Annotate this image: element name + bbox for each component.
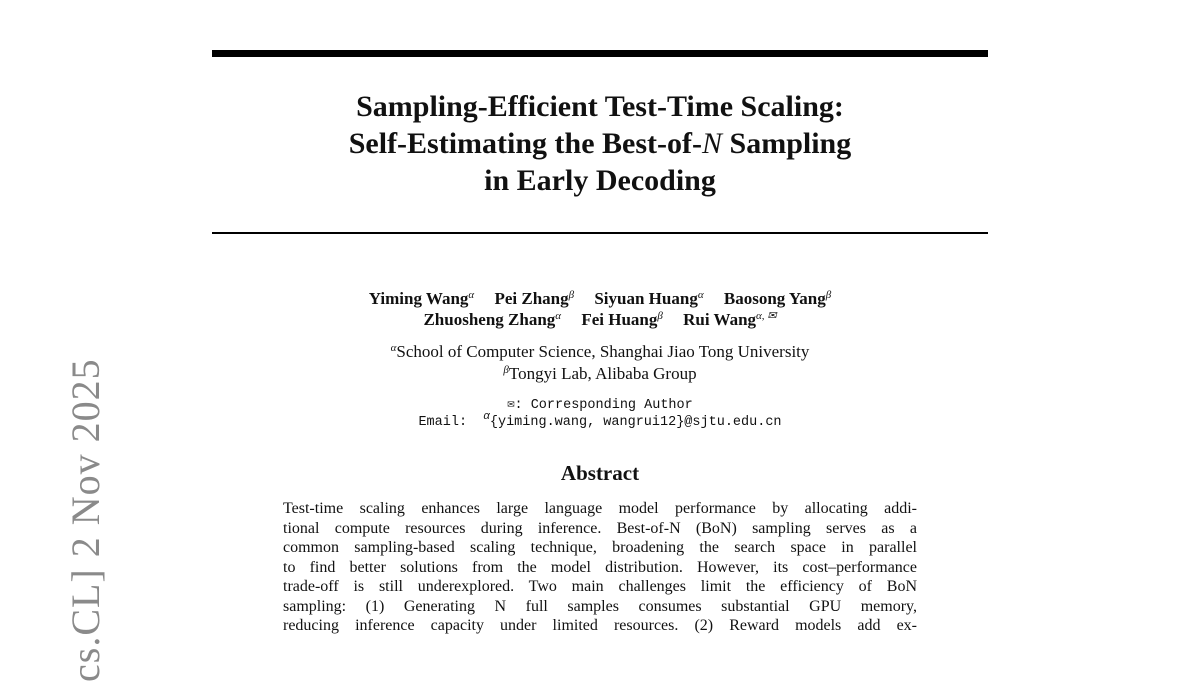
abstract-heading: Abstract [560, 461, 640, 485]
title-line-2 [212, 125, 988, 162]
paper-title [212, 88, 988, 199]
title-line-2-pre: Self-Estimating the Best-of- [348, 127, 703, 160]
title-line-3: in Early Decoding [484, 164, 716, 197]
email-label: Email: [418, 415, 484, 430]
author: Rui Wang$^{\alpha, ✉}$ [683, 310, 777, 329]
title-variable-n: N [702, 127, 723, 160]
author-row-1 [212, 288, 988, 309]
email-address: {yiming.wang, wangrui12}@sjtu.edu.cn [489, 415, 782, 430]
abstract-line: tional compute resources during inference. Best-of-N (BoN) sampling serves as a [283, 519, 917, 537]
author-row-2 [212, 309, 988, 330]
author: Zhuosheng Zhang$^\alpha$ [423, 310, 562, 329]
affiliations [212, 341, 988, 385]
abstract-line: common sampling-based scaling technique, broadening the search space in parallel [283, 539, 917, 556]
abstract-body [283, 499, 917, 636]
title-line-1: Sampling-Efficient Test-Time Scaling: [356, 90, 844, 123]
author: Baosong Yang$^\beta$ [723, 289, 832, 308]
email-line: Email: $^\alpha${yiming.wang, wangrui12}@sjtu.edu.cn [418, 411, 782, 430]
abstract-line: to find better solutions from the model distribution. However, its cost–performance [283, 558, 917, 576]
envelope-icon: ✉ [507, 397, 515, 411]
author: Yiming Wang$^\alpha$ [368, 289, 475, 308]
affiliation-alpha: $^\alpha$School of Computer Science, Shanghai Jiao Tong University [390, 342, 810, 361]
title-bottom-rule [212, 232, 988, 234]
author: Siyuan Huang$^\alpha$ [594, 289, 704, 308]
title-line-2-post: Sampling [722, 127, 852, 160]
abstract-line: reducing inference capacity under limited resources. (2) Reward models add ex- [283, 617, 917, 634]
title-top-rule [212, 50, 988, 57]
corresponding-author-note: ✉: Corresponding Author [507, 397, 693, 413]
abstract-line: trade-off is still underexplored. Two main challenges limit the efficiency of BoN [283, 578, 917, 595]
author: Fei Huang$^\beta$ [581, 310, 663, 329]
arxiv-sidebar-stamp: cs.CL] 2 Nov 2025 [63, 358, 108, 682]
abstract-line: sampling: (1) Generating N full samples consumes substantial GPU memory, [283, 597, 917, 615]
abstract-line: Test-time scaling enhances large language model performance by allocating addi- [283, 500, 917, 517]
author-list [212, 288, 988, 330]
author: Pei Zhang$^\beta$ [494, 289, 575, 308]
affiliation-beta: $^\beta$Tongyi Lab, Alibaba Group [503, 364, 697, 383]
